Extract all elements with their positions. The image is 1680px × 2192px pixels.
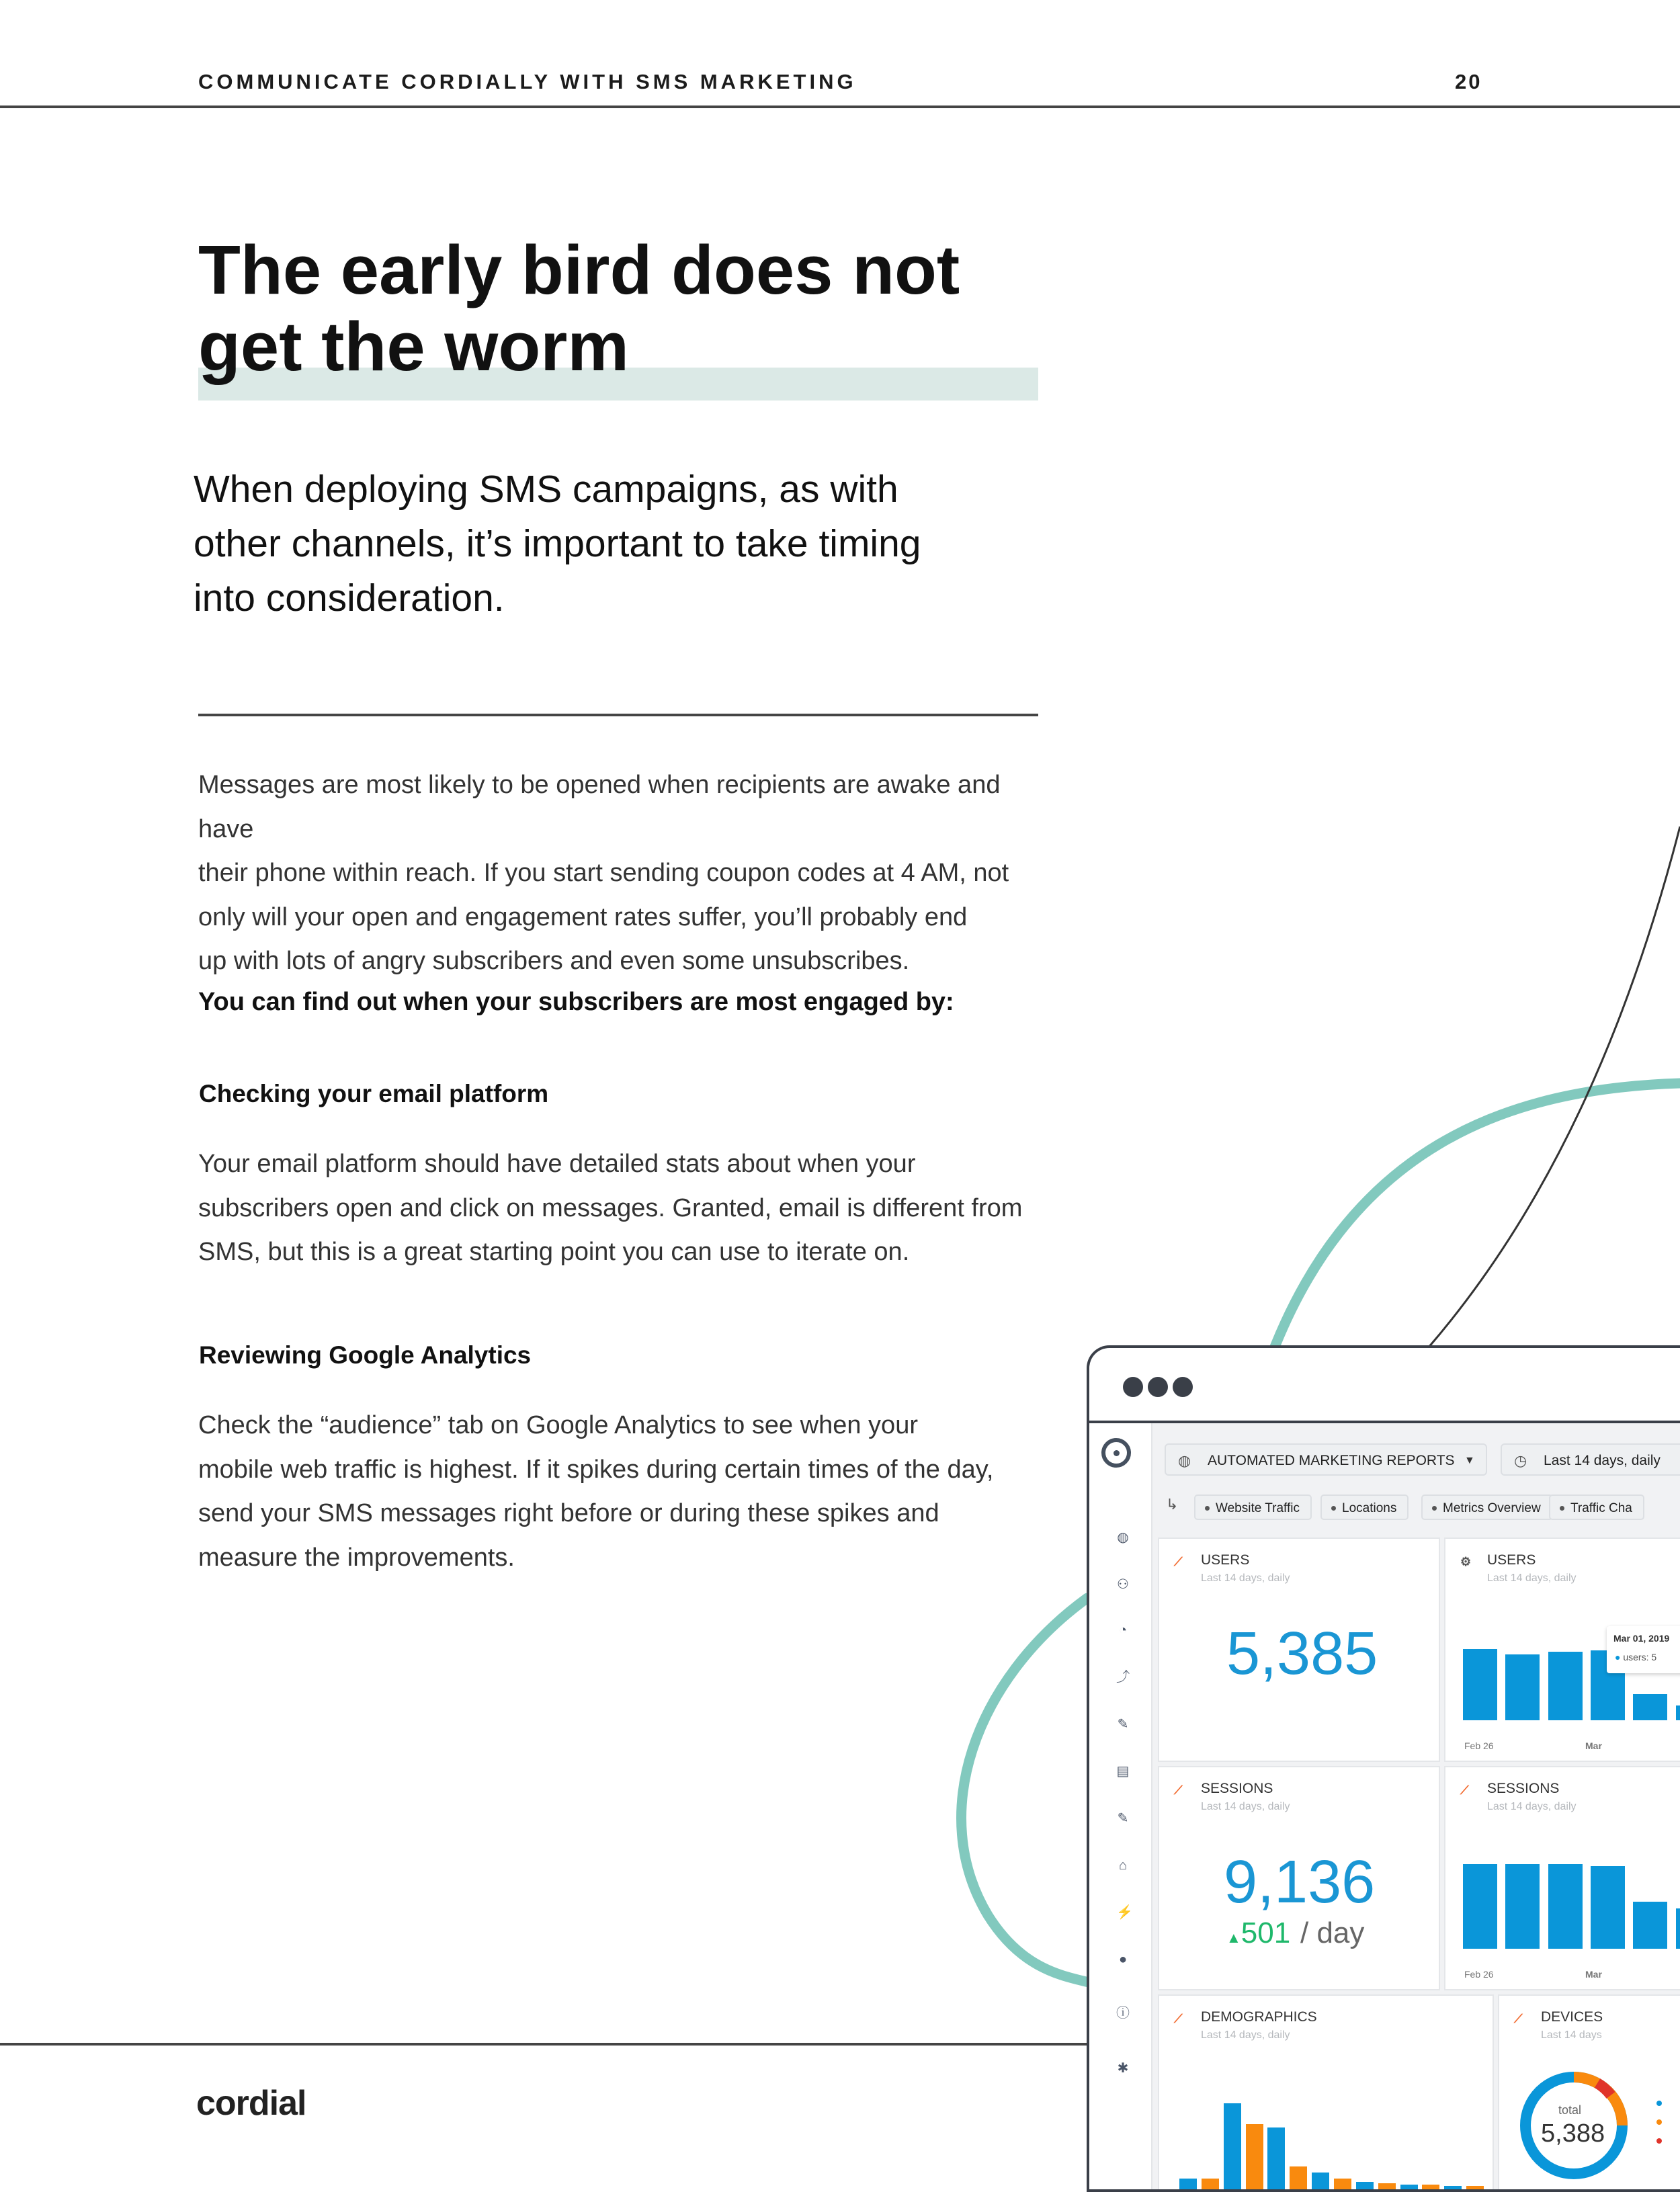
paragraph-line: send your SMS messages right before or during these spikes and <box>198 1499 939 1527</box>
card-subtitle: Last 14 days, daily <box>1201 1572 1290 1584</box>
chart-bar <box>1246 2124 1263 2191</box>
section-heading-email: Checking your email platform <box>199 1080 549 1107</box>
axis-tick: Feb 26 <box>1464 1969 1494 1980</box>
trend-icon: ⟋ <box>1174 1783 1183 1797</box>
chart-bar <box>1466 2186 1484 2191</box>
pen-icon[interactable]: ✎ <box>1117 1717 1129 1732</box>
plug-icon[interactable]: ⚡ <box>1116 1905 1133 1920</box>
legend-dot <box>1656 2138 1662 2144</box>
lead-line: other channels, it’s important to take timing <box>194 522 921 565</box>
footer-rule <box>0 2043 1089 2046</box>
axis-tick: Mar <box>1585 1740 1602 1751</box>
axis-tick: Feb 26 <box>1464 1740 1494 1751</box>
card-title: USERS <box>1487 1552 1536 1568</box>
trend-icon: ⟋ <box>1460 1783 1469 1797</box>
intro-paragraph <box>198 763 1052 984</box>
card-subtitle: Last 14 days, daily <box>1201 1801 1290 1812</box>
sessions-total: 9,136 <box>1224 1849 1376 1916</box>
tooltip-value <box>1615 1652 1656 1662</box>
paragraph-line: measure the improvements. <box>198 1543 515 1572</box>
users-card[interactable] <box>1158 1537 1440 1762</box>
demographics-bar-chart <box>1179 2070 1488 2191</box>
donut-total-label: total <box>1558 2103 1582 2117</box>
chart-bar <box>1548 1652 1583 1720</box>
sessions-delta-value: 501 <box>1241 1916 1291 1949</box>
chart-bar <box>1505 1864 1540 1949</box>
sessions-card[interactable] <box>1158 1766 1440 1990</box>
legend-dot <box>1656 2119 1662 2125</box>
card-subtitle: Last 14 days, daily <box>1487 1572 1577 1584</box>
info-icon[interactable]: ⓘ <box>1116 2006 1130 2021</box>
page-number: 20 <box>1455 70 1482 93</box>
tooltip-date: Mar 01, 2019 <box>1613 1633 1670 1644</box>
trend-icon: ⟋ <box>1174 1555 1183 1568</box>
donut-total-value: 5,388 <box>1541 2119 1605 2148</box>
chart-bar <box>1356 2182 1374 2191</box>
card-subtitle: Last 14 days, daily <box>1201 2029 1290 2041</box>
sessions-delta <box>1226 1916 1290 1950</box>
card-title: DEVICES <box>1541 2009 1603 2025</box>
page-title <box>198 232 1072 385</box>
chart-bar <box>1676 1908 1680 1949</box>
series-dot-icon: ● <box>1615 1652 1621 1662</box>
title-line: The early bird does not <box>198 231 960 308</box>
globe-icon: ◍ <box>1178 1452 1191 1469</box>
trend-icon: ⟋ <box>1174 2012 1183 2025</box>
paragraph-line: Check the “audience” tab on Google Analytics to see when your <box>198 1411 918 1439</box>
chart-bar <box>1224 2103 1241 2191</box>
devices-card[interactable] <box>1498 1994 1680 2192</box>
card-subtitle: Last 14 days <box>1541 2029 1602 2041</box>
sub-arrow-icon: ↳ <box>1166 1496 1179 1513</box>
chart-bar <box>1400 2185 1418 2191</box>
account-icon[interactable]: ● <box>1118 1952 1128 1967</box>
section-divider <box>198 714 1038 716</box>
chart-bar <box>1463 1864 1497 1949</box>
axis-tick: Mar <box>1585 1969 1602 1980</box>
lead-line: into consideration. <box>194 577 505 620</box>
chart-bar <box>1591 1866 1625 1949</box>
running-head: COMMUNICATE CORDIALLY WITH SMS MARKETING <box>198 70 857 93</box>
trend-icon: ⟋ <box>1514 2012 1523 2025</box>
date-range-select[interactable] <box>1501 1443 1680 1476</box>
window-dot <box>1123 1377 1143 1397</box>
chart-bar <box>1444 2186 1462 2191</box>
lead-line: When deploying SMS campaigns, as with <box>194 468 898 511</box>
sessions-bar-chart <box>1463 1855 1680 1949</box>
window-dot <box>1173 1377 1193 1397</box>
globe-icon[interactable]: ◍ <box>1117 1530 1129 1545</box>
cordial-logo: cordial <box>196 2084 306 2123</box>
tooltip-label: users: 5 <box>1623 1652 1657 1662</box>
chart-bar <box>1378 2183 1396 2191</box>
chart-bar <box>1422 2185 1439 2191</box>
paragraph-line: Messages are most likely to be opened when recipients are awake and have <box>198 771 1001 843</box>
legend-dot <box>1656 2101 1662 2106</box>
gear-icon: ⚙ <box>1460 1555 1472 1568</box>
email-paragraph <box>198 1142 1052 1275</box>
paragraph-line: subscribers open and click on messages. Granted, email is different from <box>198 1193 1023 1222</box>
chevron-down-icon: ▼ <box>1464 1455 1475 1466</box>
lead-paragraph <box>194 462 1067 626</box>
app-logo-icon[interactable] <box>1101 1438 1131 1468</box>
chart-bar <box>1633 1902 1667 1949</box>
paragraph-line: Your email platform should have detailed stats about when your <box>198 1150 916 1178</box>
chart-bar <box>1463 1649 1497 1720</box>
chip-metrics-overview[interactable]: Metrics Overview <box>1421 1494 1553 1520</box>
paragraph-line: SMS, but this is a great starting point you can use to iterate on. <box>198 1238 910 1266</box>
chip-website-traffic[interactable]: Website Traffic <box>1194 1494 1312 1520</box>
bank-icon[interactable]: ⌂ <box>1118 1858 1128 1873</box>
title-line: get the worm <box>198 308 629 385</box>
chip-locations[interactable]: Locations <box>1320 1494 1409 1520</box>
report-select[interactable] <box>1165 1443 1487 1476</box>
card-title: SESSIONS <box>1201 1781 1273 1796</box>
chart-bar <box>1202 2179 1219 2191</box>
paragraph-line: mobile web traffic is highest. If it spikes during certain times of the day, <box>198 1455 994 1484</box>
card-title: SESSIONS <box>1487 1781 1560 1796</box>
users-total: 5,385 <box>1226 1620 1378 1687</box>
up-triangle-icon: ▲ <box>1226 1929 1241 1946</box>
chart-bar <box>1676 1705 1680 1720</box>
paragraph-line: only will your open and engagement rates suffer, you’ll probably end <box>198 902 968 931</box>
window-dot <box>1148 1377 1168 1397</box>
users-chart-card[interactable] <box>1444 1537 1680 1762</box>
chart-bar <box>1633 1694 1667 1720</box>
chart-bar <box>1290 2166 1307 2191</box>
analytics-paragraph <box>198 1404 1072 1580</box>
location-icon[interactable]: ◔ <box>1118 1623 1128 1638</box>
dashboard-window <box>1087 1345 1680 2192</box>
date-range-label: Last 14 days, daily <box>1544 1453 1661 1468</box>
dashboard-sidebar <box>1089 1423 1152 2192</box>
header-rule <box>0 106 1680 108</box>
chart-bar <box>1505 1654 1540 1720</box>
section-heading-analytics: Reviewing Google Analytics <box>199 1341 532 1369</box>
chart-bar <box>1334 2179 1351 2191</box>
card-subtitle: Last 14 days, daily <box>1487 1801 1577 1812</box>
chart-tooltip <box>1607 1626 1680 1673</box>
paragraph-line: their phone within reach. If you start sending coupon codes at 4 AM, not <box>198 859 1009 887</box>
sessions-chart-card[interactable] <box>1444 1766 1680 1990</box>
demographics-card[interactable] <box>1158 1994 1494 2192</box>
engaged-heading: You can find out when your subscribers are most engaged by: <box>198 988 954 1016</box>
card-title: USERS <box>1201 1552 1250 1568</box>
dashboard-content <box>1152 1423 1680 2192</box>
sessions-per: / day <box>1300 1916 1365 1949</box>
pen-icon[interactable]: ✎ <box>1117 1811 1129 1826</box>
trend-icon[interactable]: ⤴ <box>1116 1670 1130 1685</box>
clock-icon: ◷ <box>1514 1452 1527 1469</box>
clipboard-icon[interactable]: ▤ <box>1116 1764 1130 1779</box>
chart-bar <box>1267 2127 1285 2191</box>
chip-traffic-channels[interactable]: Traffic Cha <box>1549 1494 1644 1520</box>
report-select-label: AUTOMATED MARKETING REPORTS <box>1208 1453 1455 1468</box>
chart-bar <box>1548 1864 1583 1949</box>
chart-bar <box>1312 2173 1329 2191</box>
chart-bar <box>1179 2179 1197 2191</box>
card-title: DEMOGRAPHICS <box>1201 2009 1317 2025</box>
users-icon[interactable]: ⚇ <box>1117 1577 1129 1592</box>
bug-icon[interactable]: ✱ <box>1117 2061 1129 2076</box>
paragraph-line: up with lots of angry subscribers and even some unsubscribes. <box>198 947 910 975</box>
